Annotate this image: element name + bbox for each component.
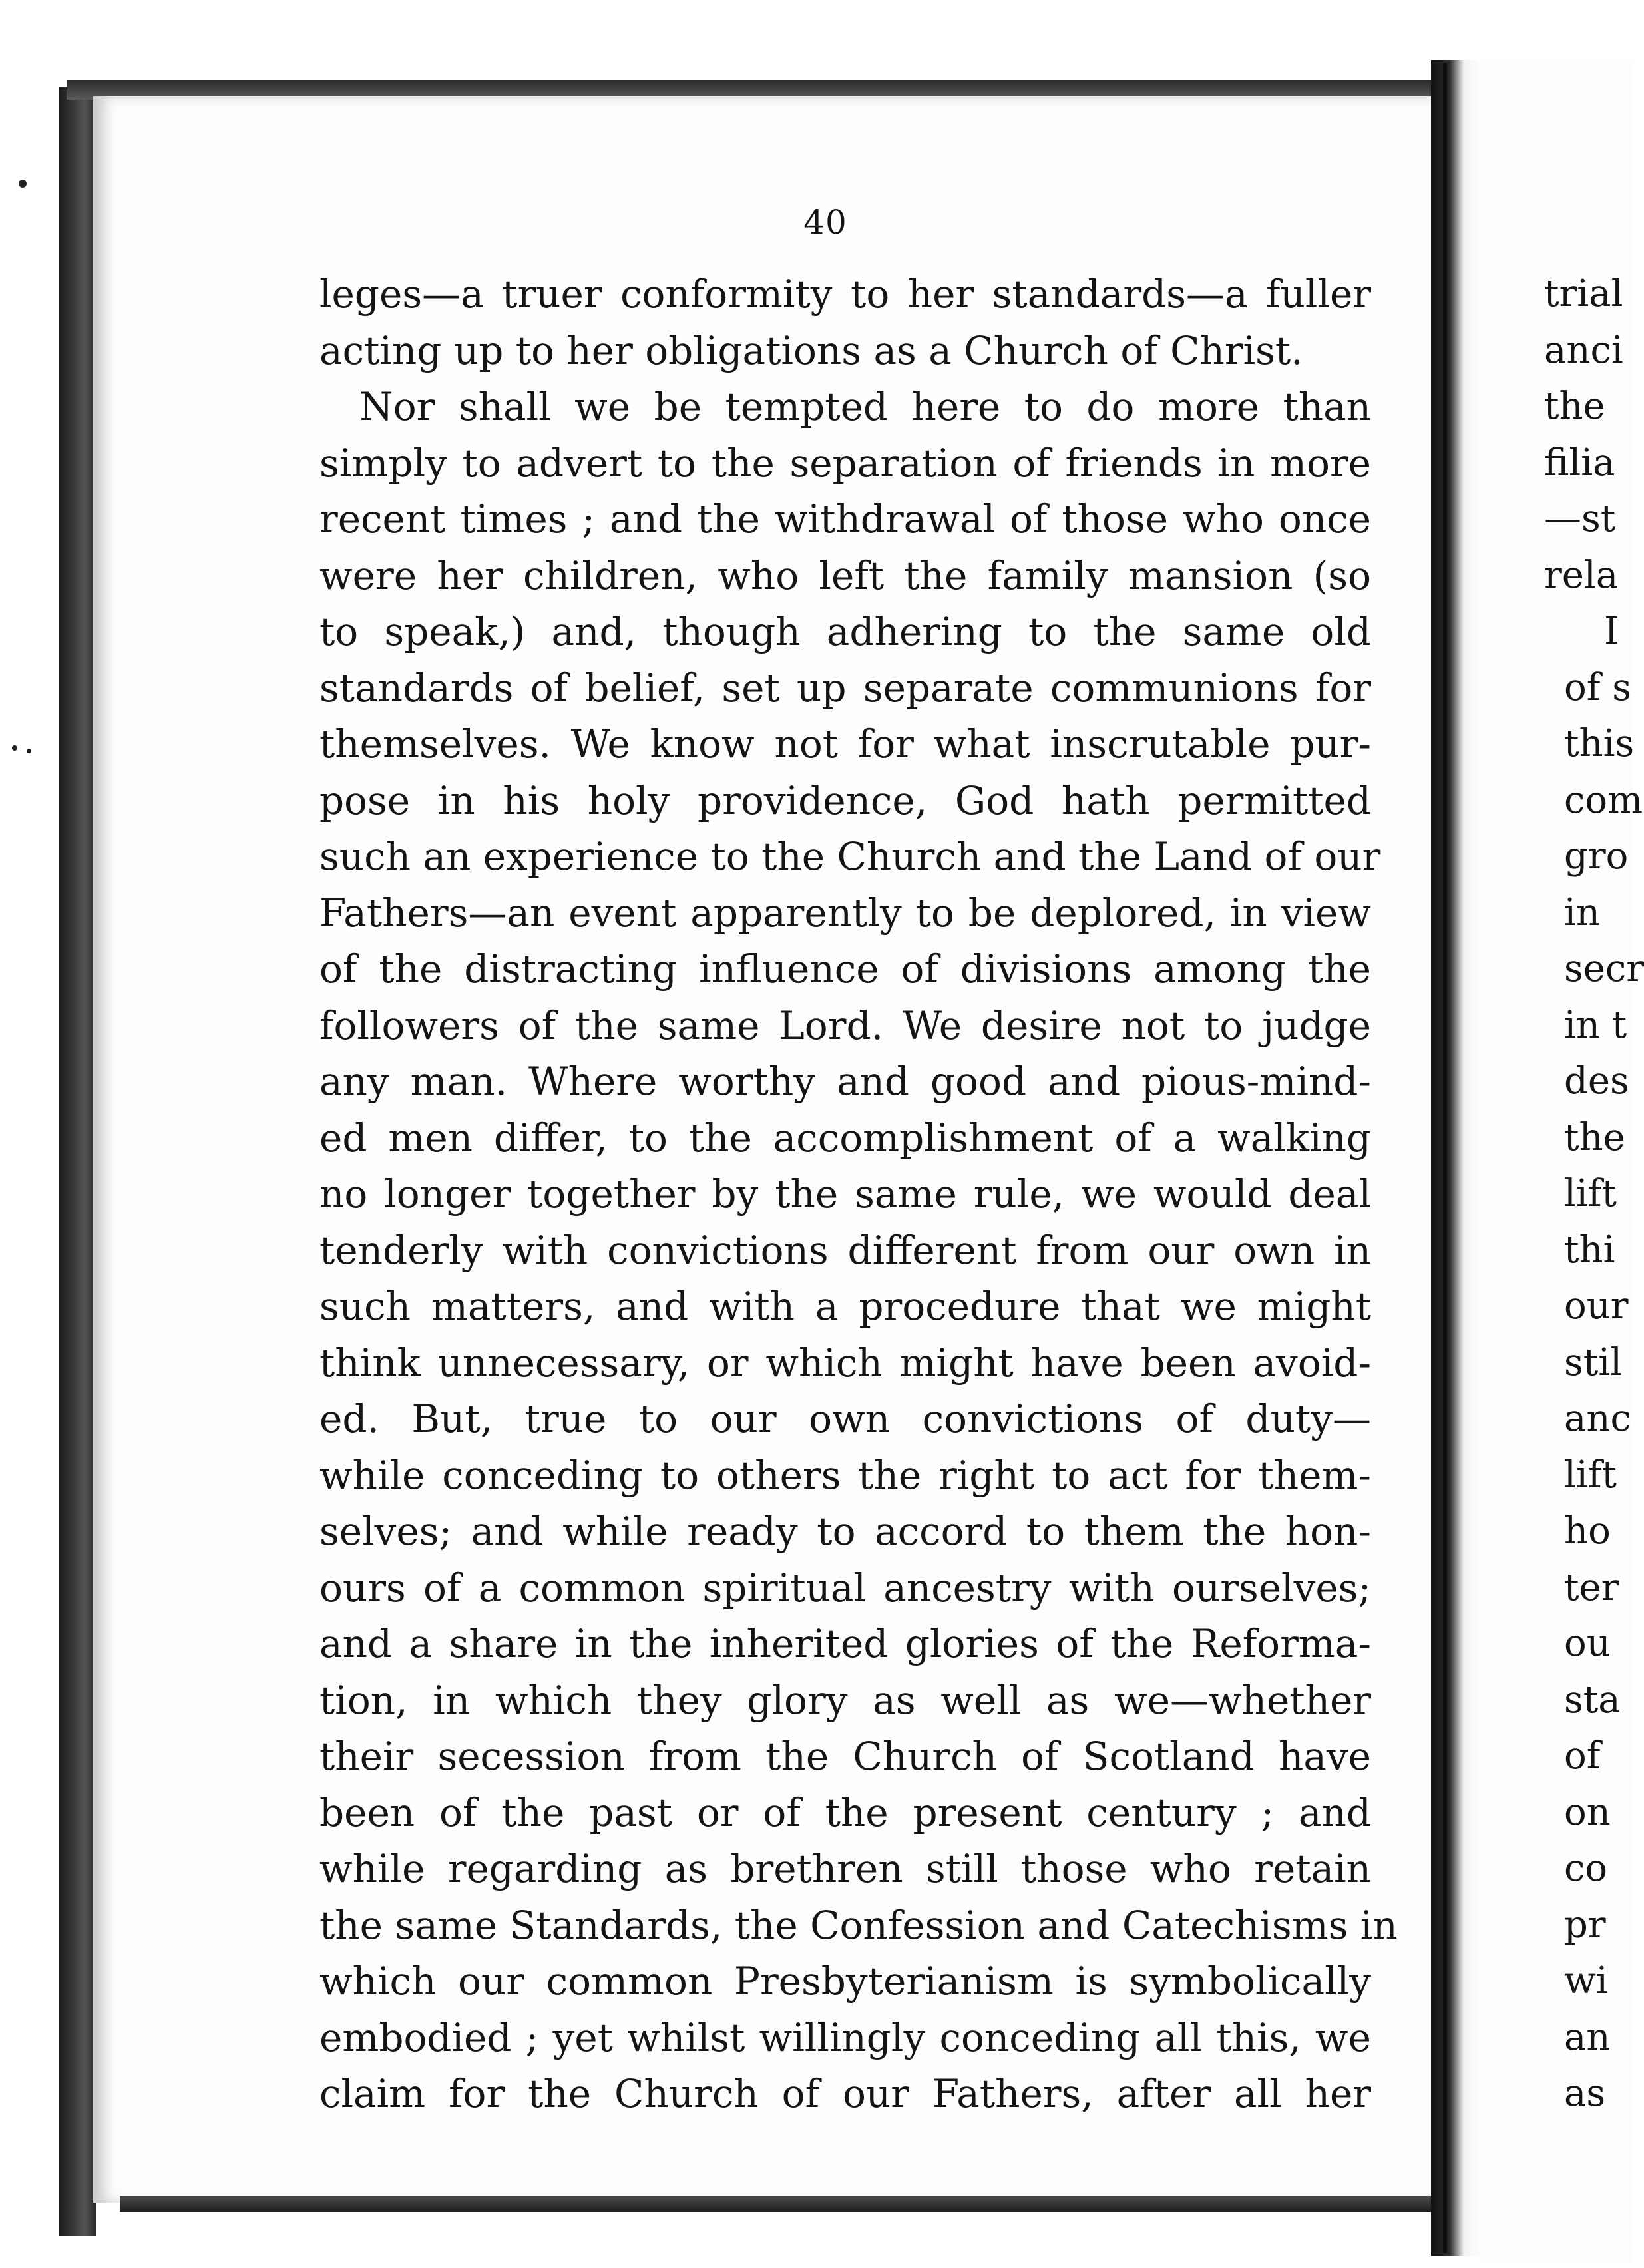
scan-speck: [12, 745, 17, 751]
text-line: rela: [1544, 553, 1619, 597]
text-line: the same Standards, the Confession and Catechisms in: [319, 1902, 1398, 1948]
text-line: think unnecessary, or which might have been avoid-: [319, 1340, 1371, 1386]
text-line: I: [1604, 610, 1619, 653]
text-line: wi: [1564, 1959, 1608, 2002]
text-line: claim for the Church of our Fathers, after all her: [319, 2071, 1371, 2116]
text-line: of: [1564, 1734, 1601, 1778]
text-line: standards of belief, set up separate communions for: [319, 665, 1371, 711]
text-line: in: [1564, 890, 1600, 934]
text-line: in t: [1564, 1003, 1627, 1047]
text-line: ed. But, true to our own convictions of duty—: [319, 1396, 1371, 1441]
text-line: —st: [1544, 497, 1616, 540]
text-line: thi: [1564, 1228, 1615, 1272]
text-line: such an experience to the Church and the Land of our: [319, 834, 1381, 879]
text-line: themselves. We know not for what inscrutable pur-: [319, 721, 1371, 767]
left-binding-edge: [59, 87, 96, 2236]
scan-speck: [19, 180, 27, 188]
text-line: lift: [1564, 1172, 1617, 1215]
text-line: the: [1564, 1115, 1625, 1159]
text-line: pr: [1564, 1903, 1606, 1947]
text-line: of the distracting influence of divisions among the: [319, 946, 1371, 992]
text-line: an: [1564, 2015, 1611, 2059]
text-line: lift: [1564, 1453, 1617, 1497]
text-line: co: [1564, 1847, 1608, 1890]
text-line: no longer together by the same rule, we would deal: [319, 1171, 1371, 1217]
text-line: our: [1564, 1284, 1629, 1328]
scan-speck: [27, 749, 31, 753]
text-line: this: [1564, 722, 1635, 765]
text-line: ours of a common spiritual ancestry with ourselves;: [319, 1565, 1371, 1610]
gutter-shadow-line: [1443, 63, 1447, 2253]
text-line: sta: [1564, 1678, 1621, 1722]
text-line: secr: [1564, 947, 1644, 990]
text-line: simply to advert to the separation of friends in more: [319, 440, 1371, 486]
text-line: stil: [1564, 1340, 1623, 1384]
text-line: followers of the same Lord. We desire not to judge: [319, 1002, 1371, 1048]
text-line: ed men differ, to the accomplishment of a walking: [319, 1115, 1371, 1161]
text-line: embodied ; yet whilst willingly conceding all this, we: [319, 2014, 1371, 2060]
text-line: ter: [1564, 1565, 1619, 1609]
text-line: while regarding as brethren still those who retain: [319, 1846, 1371, 1891]
text-line: were her children, who left the family mansion (so: [319, 552, 1371, 598]
text-line: Fathers—an event apparently to be deplored, in view: [319, 890, 1371, 936]
text-line: anci: [1544, 328, 1623, 372]
text-line: to speak,) and, though adhering to the same old: [319, 609, 1371, 654]
right-page-text: [1544, 266, 1644, 2122]
left-page-text: [319, 266, 1398, 2122]
text-line: ou: [1564, 1622, 1611, 1665]
text-line: acting up to her obligations as a Church of Christ.: [319, 327, 1303, 373]
text-line: gro: [1564, 835, 1629, 878]
text-line: and a share in the inherited glories of the Reforma-: [319, 1621, 1371, 1666]
book-gutter: [1431, 60, 1484, 2256]
text-line: pose in his holy providence, God hath permitted: [319, 777, 1371, 823]
text-line: on: [1564, 1790, 1611, 1834]
text-line: anc: [1564, 1397, 1631, 1440]
text-line: tion, in which they glory as well as we—whether: [319, 1677, 1371, 1723]
text-line: as: [1564, 2072, 1606, 2115]
text-line: com: [1564, 778, 1643, 822]
text-line: any man. Where worthy and good and pious-mind-: [319, 1059, 1371, 1104]
text-line: while conceding to others the right to act for them-: [319, 1452, 1371, 1498]
text-line: been of the past or of the present century ; and: [319, 1790, 1371, 1835]
page-number: 40: [803, 203, 847, 242]
text-line: recent times ; and the withdrawal of those who once: [319, 496, 1371, 542]
text-line: such matters, and with a procedure that we might: [319, 1284, 1371, 1329]
text-line: trial: [1544, 272, 1623, 315]
text-line: which our common Presbyterianism is symbolically: [319, 1959, 1371, 2004]
text-line: the: [1544, 385, 1605, 428]
text-line: selves; and while ready to accord to them the hon-: [319, 1509, 1371, 1554]
text-line: their secession from the Church of Scotland have: [319, 1734, 1371, 1779]
text-line: tenderly with convictions different from our own in: [319, 1227, 1371, 1273]
text-line: ho: [1564, 1509, 1611, 1553]
text-line: Nor shall we be tempted here to do more than: [359, 384, 1371, 429]
text-line: leges—a truer conformity to her standards—a fuller: [319, 272, 1371, 317]
text-line: des: [1564, 1059, 1629, 1103]
bottom-scan-border: [120, 2196, 1444, 2212]
text-line: filia: [1544, 441, 1615, 484]
text-line: of s: [1564, 665, 1631, 709]
